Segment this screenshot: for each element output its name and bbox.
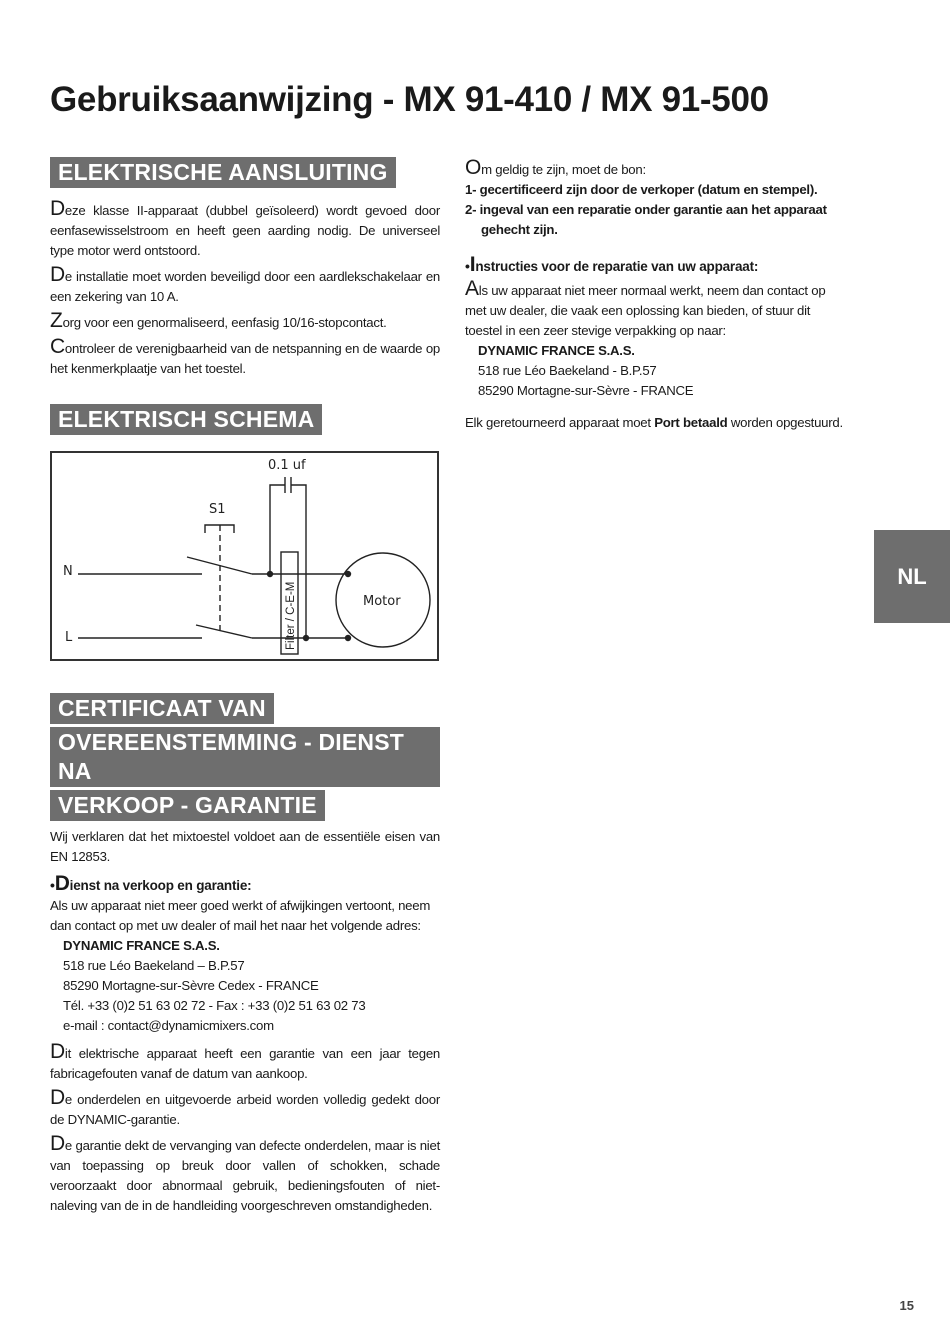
reparatie-title: •Instructies voor de reparatie van uw apparaat: <box>465 253 759 276</box>
bon-list <box>465 180 850 240</box>
switch-label: S1 <box>209 502 226 517</box>
heading-certificaat-3: VERKOOP - GARANTIE <box>50 790 325 821</box>
address-block-2 <box>478 341 850 401</box>
address-company: DYNAMIC FRANCE S.A.S. <box>478 343 635 358</box>
capacitor-label: 0.1 uf <box>268 458 306 473</box>
reparatie-text: Als uw apparaat niet meer normaal werkt, neem dan contact op met uw dealer, die vaak een oplossing kan bieden, of stuur dit toestel in een zeer stevige verpakking op naar: <box>465 277 826 338</box>
wiring-diagram-svg <box>52 453 437 659</box>
dienst-text: Als uw apparaat niet meer goed werkt of afwijkingen vertoont, neem dan contact op met uw dealer of mail het naar het volgende adres: <box>50 898 431 933</box>
heading-aansluiting: ELEKTRISCHE AANSLUITING <box>50 157 396 188</box>
neutral-label: N <box>63 564 73 579</box>
address-city: 85290 Mortagne-sur-Sèvre - FRANCE <box>478 383 694 398</box>
filter-label: Filter / C-E-M <box>285 581 297 650</box>
bon-intro: Om geldig te zijn, moet de bon: <box>465 156 646 179</box>
garantie-paragraph-2: De onderdelen en uitgevoerde arbeid worden volledig gedekt door de DYNAMIC-garantie. <box>50 1086 440 1127</box>
address-street: 518 rue Léo Baekeland – B.P.57 <box>63 958 245 973</box>
address-street: 518 rue Léo Baekeland - B.P.57 <box>478 363 657 378</box>
paragraph-aansluiting-4: Controleer de verenigbaarheid van de netspanning en de waarde op het kenmerkplaatje van het toestel. <box>50 335 440 376</box>
address-city: 85290 Mortagne-sur-Sèvre Cedex - FRANCE <box>63 978 319 993</box>
page-title: Gebruiksaanwijzing - MX 91-410 / MX 91-500 <box>50 80 769 119</box>
junction-dot <box>267 571 273 577</box>
wiring-diagram <box>50 451 439 661</box>
heading-schema: ELEKTRISCH SCHEMA <box>50 404 322 435</box>
section-aansluiting <box>50 157 440 385</box>
bon-item: 2- ingeval van een reparatie onder garantie aan het apparaat gehecht zijn. <box>465 202 827 237</box>
paragraph-aansluiting-2: De installatie moet worden beveiligd door een aardlekschakelaar en een zekering van 10 A. <box>50 263 440 304</box>
heading-certificaat-2: OVEREENSTEMMING - DIENST NA <box>50 727 440 787</box>
address-company: DYNAMIC FRANCE S.A.S. <box>63 938 220 953</box>
dienst-title: •Dienst na verkoop en garantie: <box>50 872 252 895</box>
line-label: L <box>65 630 73 645</box>
switch-blade-l <box>196 625 252 638</box>
heading-certificaat-1: CERTIFICAAT VAN <box>50 693 274 724</box>
section-schema <box>50 404 440 438</box>
address-block-1 <box>63 936 440 1036</box>
bon-item: 1- gecertificeerd zijn door de verkoper (datum en stempel). <box>465 182 818 197</box>
address-phone: Tél. +33 (0)2 51 63 02 72 - Fax : +33 (0)2 51 63 02 73 <box>63 998 366 1013</box>
cap-wire-left <box>270 485 285 574</box>
page-number: 15 <box>899 1298 914 1313</box>
section-certificaat <box>50 693 440 1222</box>
language-tab: NL <box>874 530 950 623</box>
certificaat-intro: Wij verklaren dat het mixtoestel voldoet aan de essentiële eisen van EN 12853. <box>50 829 440 864</box>
section-bon <box>465 156 850 439</box>
return-note: Elk geretourneerd apparaat moet Port betaald worden opgestuurd. <box>465 415 843 430</box>
paragraph-aansluiting-1: Deze klasse II-apparaat (dubbel geïsoleerd) wordt gevoed door eenfasewisselstroom en heeft geen aarding nodig. De universeel type motor werd ontstoord. <box>50 197 440 258</box>
junction-dot <box>345 571 351 577</box>
junction-dot <box>303 635 309 641</box>
garantie-paragraph-3: De garantie dekt de vervanging van defecte onderdelen, maar is niet van toepassing op breuk door vallen of schokken, schade veroorzaakt door abnormaal gebruik, bedieningsfouten of niet-naleving van de in de handleiding voorgeschreven omstandigheden. <box>50 1132 440 1213</box>
motor-label: Motor <box>363 594 401 609</box>
junction-dot <box>345 635 351 641</box>
paragraph-aansluiting-3: Zorg voor een genormaliseerd, eenfasig 10/16-stopcontact. <box>50 309 387 332</box>
garantie-paragraph-1: Dit elektrische apparaat heeft een garantie van een jaar tegen fabricagefouten vanaf de datum van aankoop. <box>50 1040 440 1081</box>
address-email: e-mail : contact@dynamicmixers.com <box>63 1018 274 1033</box>
